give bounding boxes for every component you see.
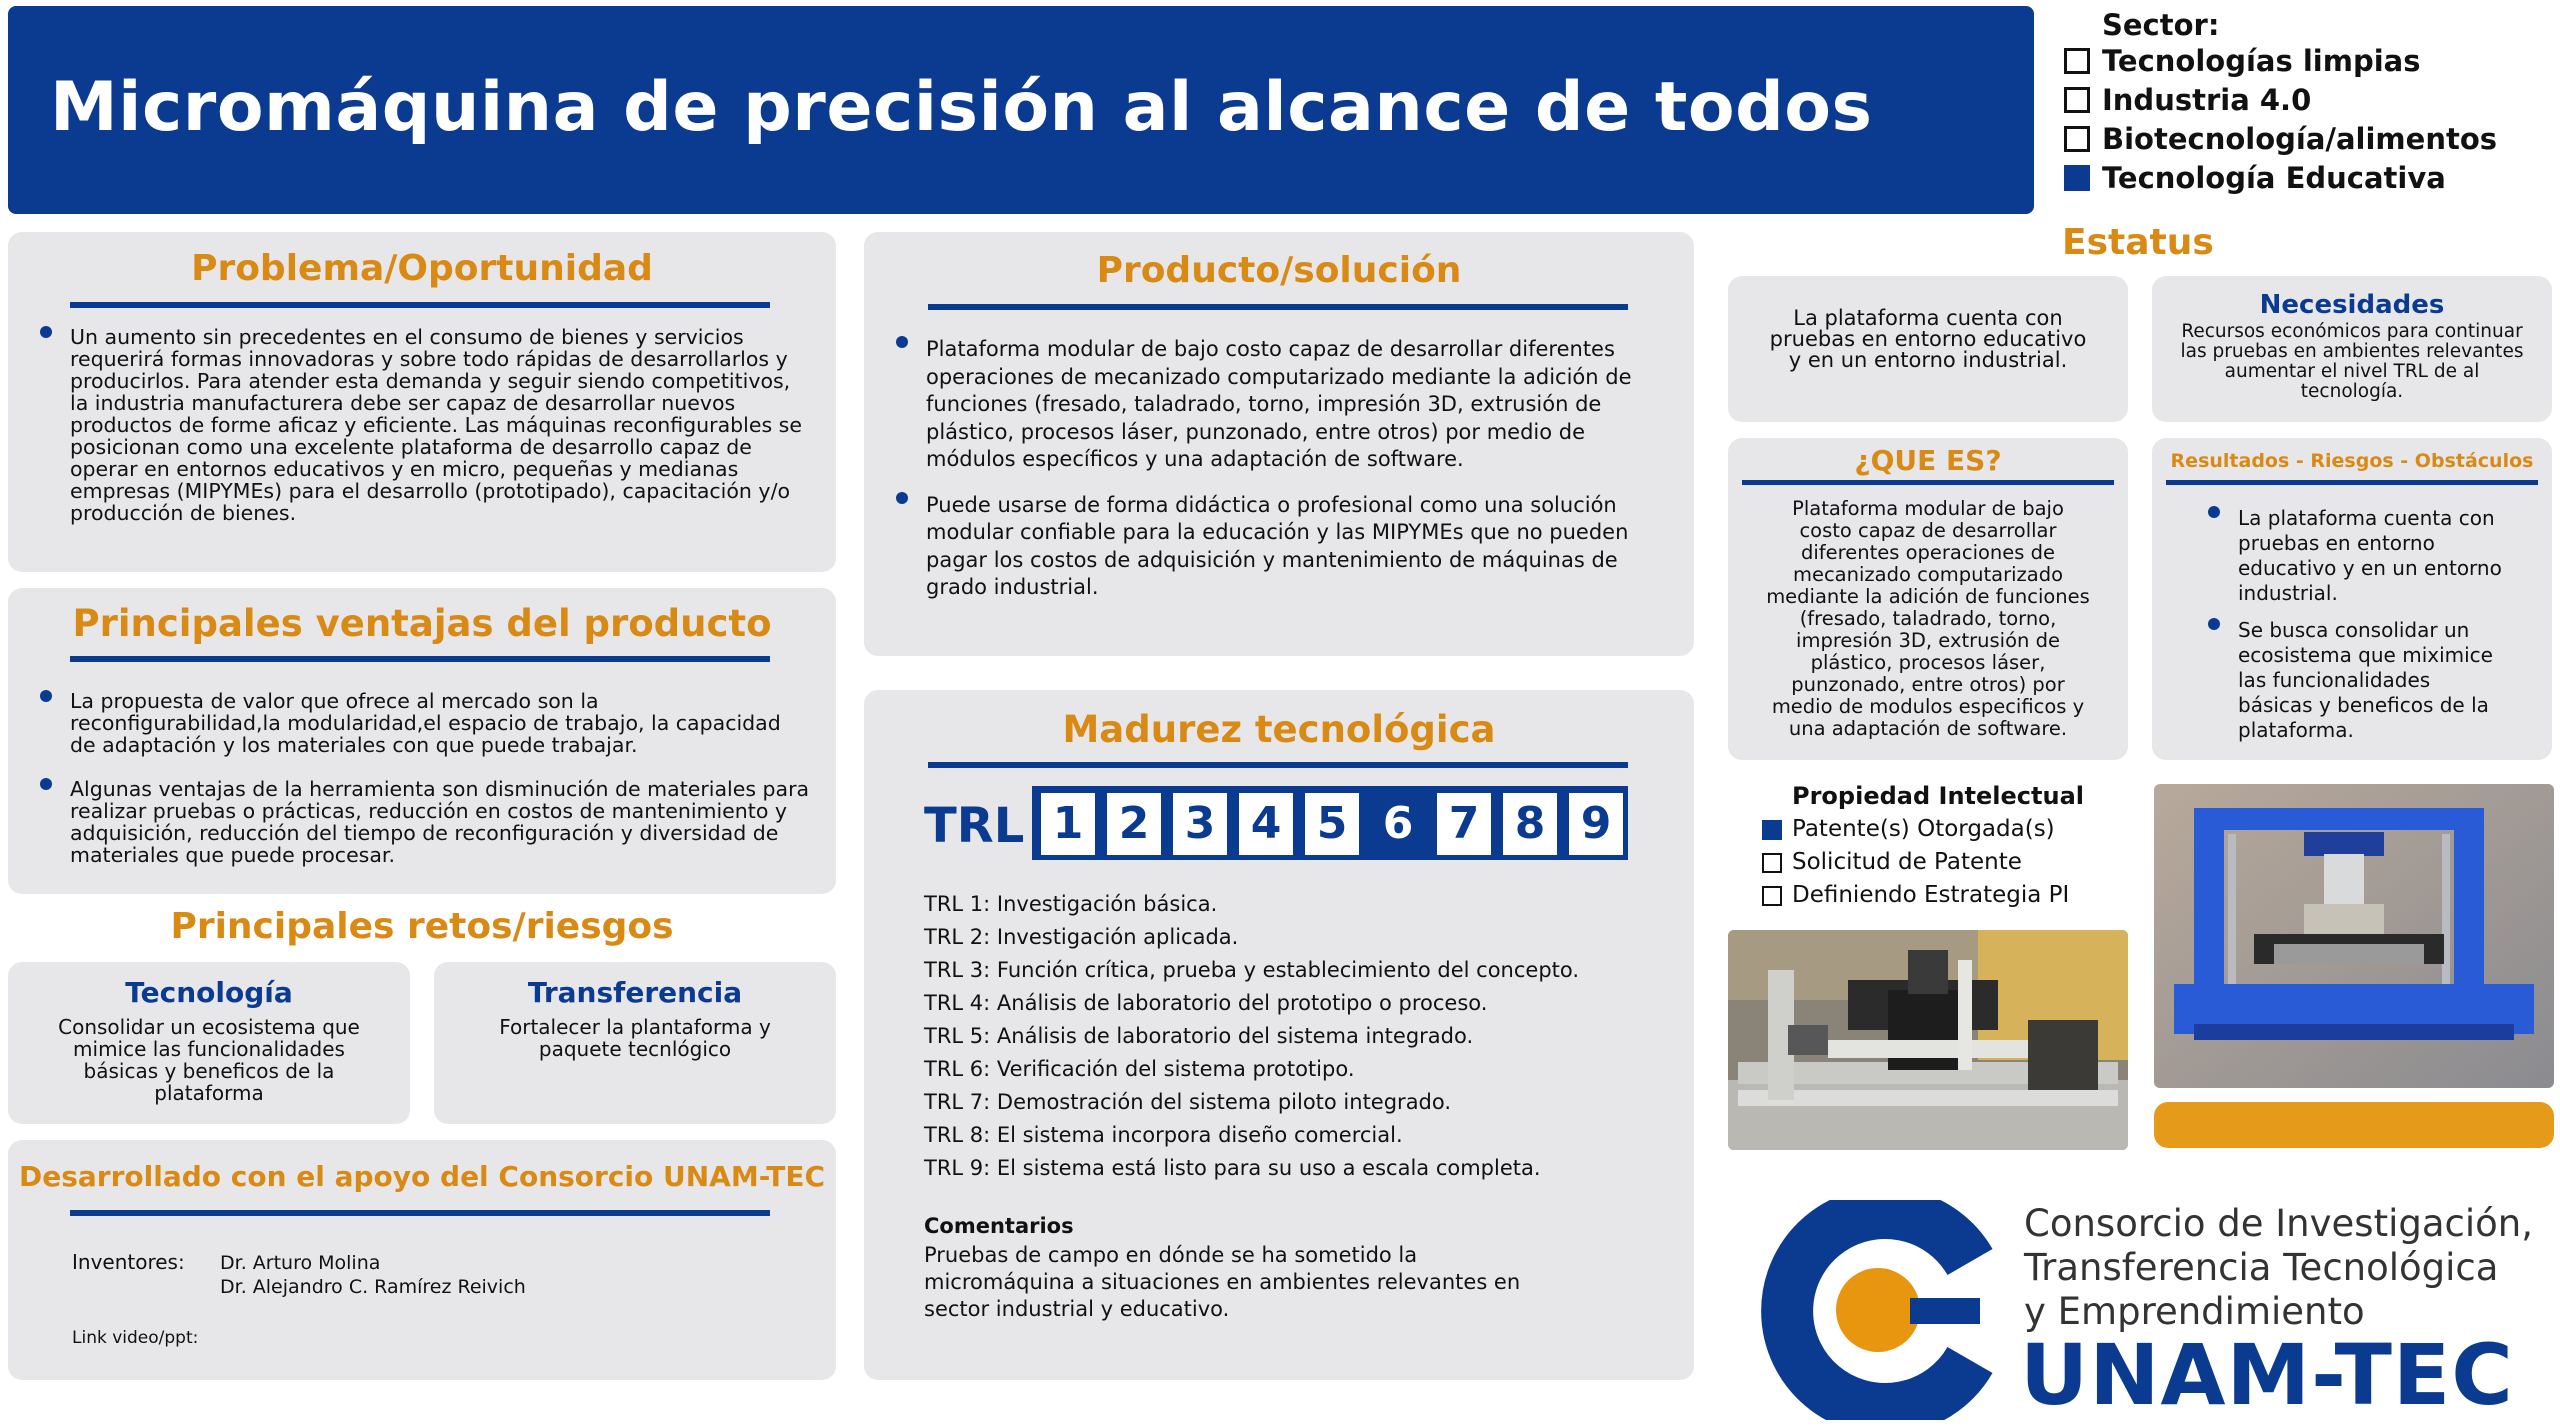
trl-level-6-current: 6 <box>1368 790 1428 858</box>
comentarios-label: Comentarios <box>924 1214 1074 1238</box>
problema-bullet: Un aumento sin precedentes en el consumo de bienes y servicios requerirá formas innovadoras y sobre todo rápidas de desarrollarlos y producirlos. Para atender esta demanda y seguir siendo competitivos, la industria manufacturera debe ser capaz de desarrollar nuevos productos de forme aficaz y eficiente. Las máquinas reconfigurables se posicionan como una excelente plataforma de desarrollo capaz de operar en entornos educativos y en micro, pequeñas y medianas empresas (MIPYMEs) para el desarrollo (prototipado), capacitación y/o producción de bienes. <box>40 326 810 524</box>
reto-card-text: Consolidar un ecosistema que mimice las funcionalidades básicas y beneficos de la plataforma <box>58 1015 360 1105</box>
logo-line-2: Transferencia Tecnológica <box>2024 1246 2499 1289</box>
producto-heading: Producto/solución <box>1096 250 1462 291</box>
que-es-heading: ¿QUE ES? <box>1854 444 2002 477</box>
sector-checkbox-biotecnologia <box>2064 126 2090 152</box>
problema-list <box>40 326 810 524</box>
necesidades-text: Recursos económicos para continuar las pruebas en ambientes relevantes aumentar el nivel TRL de al tecnología. <box>2180 321 2524 402</box>
trl-description: TRL 7: Demostración del sistema piloto integrado. <box>924 1090 1452 1114</box>
que-es-rule <box>1742 480 2114 485</box>
sector-checkbox-industria <box>2064 87 2090 113</box>
producto-bullet: Plataforma modular de bajo costo capaz de desarrollar diferentes operaciones de mecanizado computarizado mediante la adición de funciones (fresado, taladrado, torno, impresión 3D, extrusión de plástico, procesos láser, punzonado, entre otros) por medio de módulos específicos y una adaptación de software. <box>896 336 1676 474</box>
sector-option-label: Industria 4.0 <box>2102 83 2312 117</box>
micromachine-photo-workshop <box>1728 930 2128 1150</box>
title-banner <box>8 6 2034 214</box>
trl-description: TRL 9: El sistema está listo para su uso a escala completa. <box>924 1156 1541 1180</box>
pi-option-label: Definiendo Estrategia PI <box>1792 882 2070 908</box>
problema-heading: Problema/Oportunidad <box>191 248 653 289</box>
resultados-bullet: Se busca consolidar un ecosistema que miximice las funcionalidades básicas y beneficos de la plataforma. <box>2208 618 2508 743</box>
ventajas-list <box>40 690 810 866</box>
ventajas-heading: Principales ventajas del producto <box>72 602 772 645</box>
ventajas-bullet: La propuesta de valor que ofrece al mercado son la reconfigurabilidad,la modularidad,el espacio de trabajo, la capacidad de adaptación y los materiales con que puede trabajar. <box>40 690 810 756</box>
madurez-rule <box>928 762 1628 768</box>
sector-label: Sector: <box>2102 8 2220 42</box>
pi-checkbox-patente-otorgada <box>1762 820 1782 840</box>
logo-line-1: Consorcio de Investigación, <box>2024 1202 2533 1245</box>
que-es-text: Plataforma modular de bajo costo capaz de desarrollar diferentes operaciones de mecanizado computarizado mediante la adición de funciones (fresado, taladrado, torno, impresión 3D, extrusión de plástico, procesos láser, punzonado, entre otros) por medio de modulos especificos y una adaptación de software. <box>1766 497 2090 740</box>
retos-heading: Principales retos/riesgos <box>170 906 674 947</box>
sector-checkbox-tecnologias-limpias <box>2064 48 2090 74</box>
sector-option-label: Tecnología Educativa <box>2102 161 2446 195</box>
sector-option-label: Biotecnología/alimentos <box>2102 122 2498 156</box>
estatus-text: La plataforma cuenta con pruebas en entorno educativo y en un entorno industrial. <box>1769 306 2087 372</box>
sector-section <box>2062 8 2522 208</box>
inventores-label: Inventores: <box>72 1250 185 1274</box>
necesidades-heading: Necesidades <box>2259 290 2445 320</box>
trl-description: TRL 1: Investigación básica. <box>924 892 1218 916</box>
comentarios-text: Pruebas de campo en dónde se ha sometido la micromáquina a situaciones en ambientes relevantes en sector industrial y educativo. <box>924 1243 1521 1321</box>
trl-level-2: 2 <box>1104 790 1164 858</box>
trl-level-7: 7 <box>1434 790 1494 858</box>
pi-checkbox-solicitud <box>1762 853 1782 873</box>
trl-descriptions <box>924 888 1664 1185</box>
pi-option-label: Patente(s) Otorgada(s) <box>1792 816 2055 842</box>
apoyo-heading: Desarrollado con el apoyo del Consorcio UNAM-TEC <box>19 1160 825 1193</box>
producto-bullet: Puede usarse de forma didáctica o profesional como una solución modular confiable para la educación y las MIPYMEs que no pueden pagar los costos de adquisición y mantenimiento de máquinas de grado industrial. <box>896 492 1676 602</box>
problema-rule <box>70 302 770 308</box>
trl-description: TRL 3: Función crítica, prueba y establecimiento del concepto. <box>924 958 1580 982</box>
orange-accent-bar <box>2154 1102 2554 1148</box>
logo-line-3: y Emprendimiento <box>2024 1290 2365 1333</box>
reto-card-title: Tecnología <box>125 976 293 1009</box>
micromachine-photo-3d-model <box>2154 784 2554 1088</box>
trl-level-4: 4 <box>1236 790 1296 858</box>
resultados-heading: Resultados - Riesgos - Obstáculos <box>2170 450 2534 472</box>
trl-description: TRL 6: Verificación del sistema prototipo. <box>924 1057 1355 1081</box>
unam-tec-logo <box>1760 1200 2010 1420</box>
trl-description: TRL 4: Análisis de laboratorio del prototipo o proceso. <box>924 991 1488 1015</box>
apoyo-rule <box>70 1210 770 1216</box>
sector-checkbox-tecnologia-educativa <box>2064 165 2090 191</box>
pi-checkbox-estrategia <box>1762 886 1782 906</box>
trl-level-1: 1 <box>1038 790 1098 858</box>
trl-description: TRL 8: El sistema incorpora diseño comercial. <box>924 1123 1403 1147</box>
trl-level-9: 9 <box>1566 790 1626 858</box>
trl-description: TRL 5: Análisis de laboratorio del sistema integrado. <box>924 1024 1474 1048</box>
resultados-list <box>2208 506 2508 743</box>
link-label: Link video/ppt: <box>72 1328 199 1348</box>
estatus-heading: Estatus <box>2062 222 2214 263</box>
trl-level-5: 5 <box>1302 790 1362 858</box>
ventajas-rule <box>70 656 770 662</box>
madurez-heading: Madurez tecnológica <box>1062 708 1496 751</box>
poster-title: Micromáquina de precisión al alcance de todos <box>50 68 1873 147</box>
logo-brand: UNAM-TEC <box>2020 1326 2514 1424</box>
trl-description: TRL 2: Investigación aplicada. <box>924 925 1239 949</box>
sector-option-label: Tecnologías limpias <box>2102 44 2421 78</box>
ventajas-bullet: Algunas ventajas de la herramienta son disminución de materiales para realizar pruebas o prácticas, reducción en costos de mantenimiento y adquisición, reducción del tiempo de reconfiguración y diversidad de materiales que puede procesar. <box>40 778 810 866</box>
reto-card-title: Transferencia <box>527 976 743 1009</box>
reto-card-text: Fortalecer la plantaforma y paquete tecnlógico <box>499 1015 771 1061</box>
trl-level-3: 3 <box>1170 790 1230 858</box>
producto-rule <box>928 304 1628 310</box>
producto-list <box>896 336 1676 602</box>
resultados-rule <box>2166 480 2538 485</box>
inventor-name: Dr. Alejandro C. Ramírez Reivich <box>220 1276 526 1298</box>
pi-option-label: Solicitud de Patente <box>1792 849 2022 875</box>
propiedad-heading: Propiedad Intelectual <box>1792 782 2084 810</box>
resultados-bullet: La plataforma cuenta con pruebas en entorno educativo y en un entorno industrial. <box>2208 506 2508 606</box>
trl-label: TRL <box>924 798 1025 854</box>
inventor-name: Dr. Arturo Molina <box>220 1252 381 1274</box>
trl-level-8: 8 <box>1500 790 1560 858</box>
